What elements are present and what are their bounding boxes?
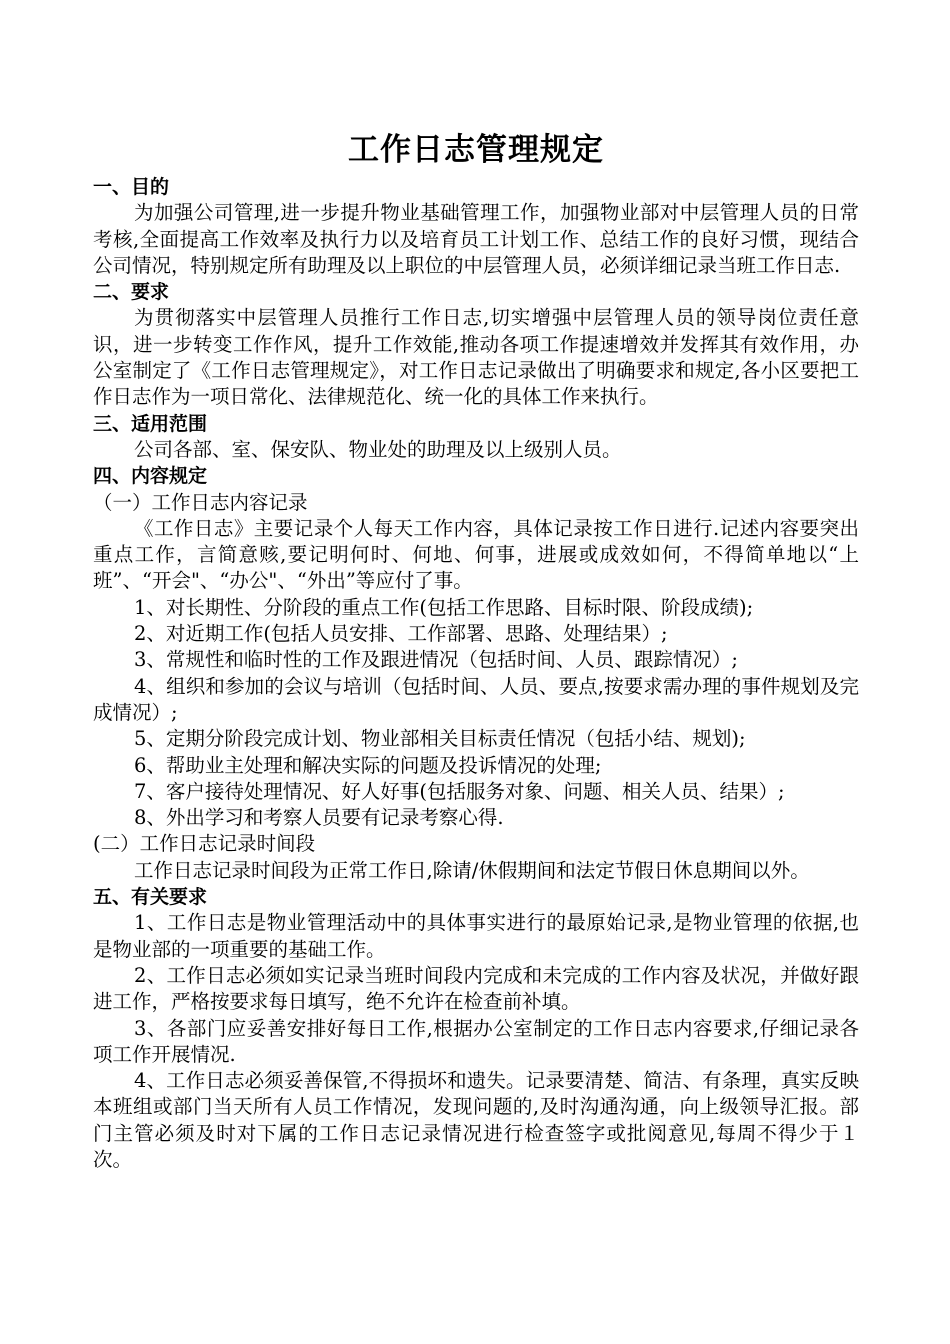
list-item: 2、工作日志必须如实记录当班时间段内完成和未完成的工作内容及状况，并做好跟进工作，严格按要求每日填写，绝不允许在检查前补填。: [93, 963, 859, 1014]
list-item: 8、外出学习和考察人员要有记录考察心得.: [134, 806, 504, 830]
subsection-heading-log-content: （一）工作日志内容记录: [93, 490, 308, 514]
paragraph: 公司各部、室、保安队、物业处的助理及以上级别人员。: [134, 437, 622, 461]
document-title: 工作日志管理规定: [348, 132, 604, 168]
section-heading-purpose: 一、目的: [93, 176, 170, 198]
list-item: 7、客户接待处理情况、好人好事(包括服务对象、问题、相关人员、结果）;: [134, 779, 785, 803]
paragraph: 为贯彻落实中层管理人员推行工作日志,切实增强中层管理人员的领导岗位责任意识，进一步转变工作作风，提升工作效能,推动各项工作提速增效并发挥其有效作用，办公室制定了《工作日志管理规定》，对工作日志记录做出了明确要求和规定,各小区要把工作日志作为一项日常化、法律规范化、统一化的具体工作来执行。: [93, 306, 859, 409]
section-heading-scope: 三、适用范围: [93, 412, 208, 435]
list-item: 2、对近期工作(包括人员安排、工作部署、思路、处理结果）;: [134, 622, 668, 646]
section-heading-related-requirements: 五、有关要求: [93, 886, 208, 909]
section-heading-requirements: 二、要求: [93, 281, 170, 304]
list-item: 6、帮助业主处理和解决实际的问题及投诉情况的处理;: [134, 753, 602, 777]
list-item: 3、常规性和临时性的工作及跟进情况（包括时间、人员、跟踪情况）;: [134, 648, 738, 672]
list-item: 4、工作日志必须妥善保管,不得损坏和遗失。记录要清楚、简洁、有条理，真实反映本班组或部门当天所有人员工作情况，发现问题的,及时沟通沟通，向上级领导汇报。部门主管必须及时对下属的工作日志记录情况进行检查签字或批阅意见,每周不得少于１次。: [93, 1069, 859, 1171]
paragraph: 工作日志记录时间段为正常工作日,除请/休假期间和法定节假日休息期间以外。: [134, 858, 810, 882]
subsection-heading-time-period: (二）工作日志记录时间段: [93, 832, 316, 856]
paragraph: 为加强公司管理,进一步提升物业基础管理工作，加强物业部对中层管理人员的日常考核,全面提高工作效率及执行力以及培育员工计划工作、总结工作的良好习惯，现结合公司情况，特别规定所有助理及以上职位的中层管理人员，必须详细记录当班工作日志.: [93, 201, 859, 277]
list-item: 1、工作日志是物业管理活动中的具体事实进行的最原始记录,是物业管理的依据,也是物业部的一项重要的基础工作。: [93, 911, 859, 961]
list-item: 5、定期分阶段完成计划、物业部相关目标责任情况（包括小结、规划);: [134, 727, 746, 751]
list-item: 4、组织和参加的会议与培训（包括时间、人员、要点,按要求需办理的事件规划及完成情况）;: [93, 674, 859, 724]
paragraph: 《工作日志》主要记录个人每天工作内容，具体记录按工作日进行.记述内容要突出重点工作，言简意赅,要记明何时、何地、何事，进展或成效如何，不得简单地以“上班”、“开会"、“办公"、“外出”等应付了事。: [93, 516, 859, 593]
section-heading-content-rules: 四、内容规定: [93, 465, 208, 488]
document-body: [93, 128, 859, 1173]
list-item: 3、各部门应妥善安排好每日工作,根据办公室制定的工作日志内容要求,仔细记录各项工作开展情况.: [93, 1016, 859, 1066]
list-item: 1、对长期性、分阶段的重点工作(包括工作思路、目标时限、阶段成绩);: [134, 595, 754, 619]
